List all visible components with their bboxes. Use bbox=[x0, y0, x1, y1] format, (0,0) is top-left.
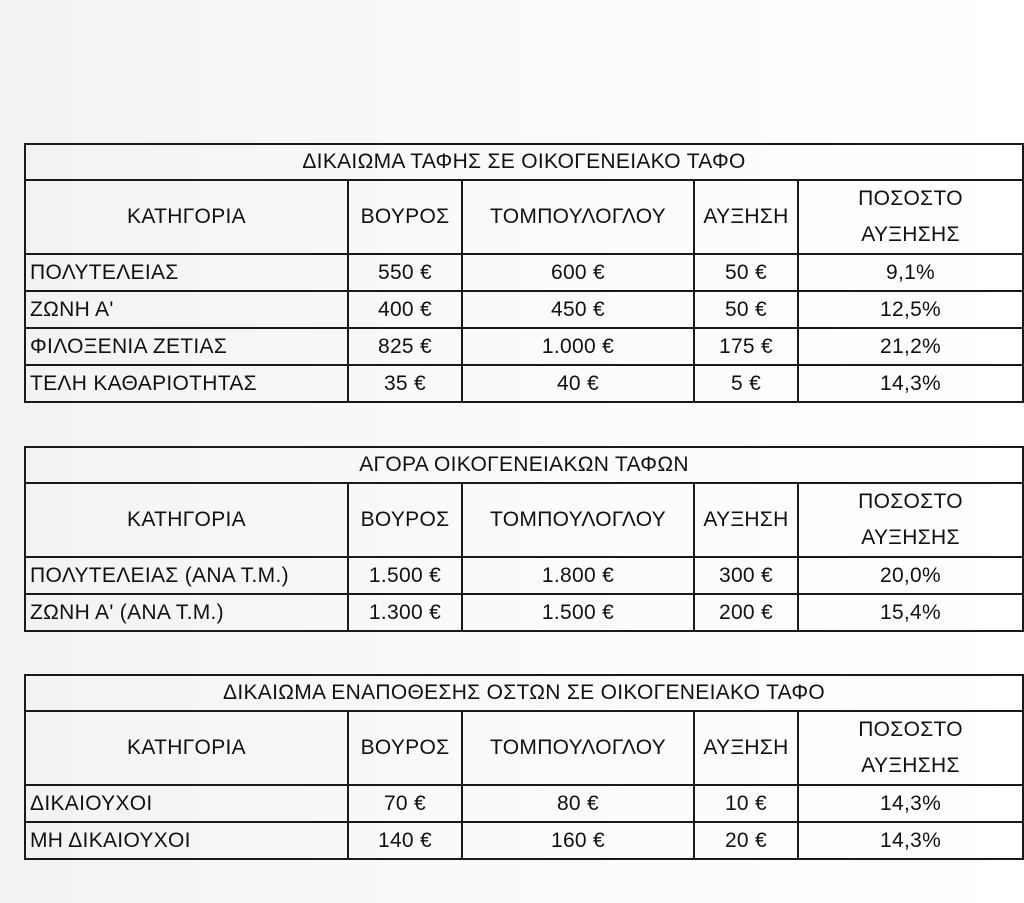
cell-increase: 20 € bbox=[694, 822, 798, 859]
cell-category: ΔΙΚΑΙΟΥΧΟΙ bbox=[25, 785, 348, 822]
header-percent bbox=[798, 483, 1023, 557]
cell-vouros: 1.500 € bbox=[348, 557, 462, 594]
table-header-row bbox=[25, 711, 1023, 785]
cell-tompouloglou: 160 € bbox=[462, 822, 694, 859]
burial-rights-table bbox=[24, 143, 1024, 403]
header-increase: ΑΥΞΗΣΗ bbox=[694, 180, 798, 254]
cell-category: ΠΟΛΥΤΕΛΕΙΑΣ bbox=[25, 254, 348, 291]
table-title: ΔΙΚΑΙΩΜΑ ΕΝΑΠΟΘΕΣΗΣ ΟΣΤΩΝ ΣΕ ΟΙΚΟΓΕΝΕΙΑΚΟ ΤΑΦΟ bbox=[25, 675, 1023, 711]
cell-category: ΤΕΛΗ ΚΑΘΑΡΙΟΤΗΤΑΣ bbox=[25, 365, 348, 402]
header-percent-line1: ΠΟΣΟΣΤΟ bbox=[858, 490, 963, 513]
header-increase: ΑΥΞΗΣΗ bbox=[694, 483, 798, 557]
table-title: ΑΓΟΡΑ ΟΙΚΟΓΕΝΕΙΑΚΩΝ ΤΑΦΩΝ bbox=[25, 447, 1023, 483]
header-percent-line2: ΑΥΞΗΣΗΣ bbox=[861, 526, 960, 549]
table-title-row bbox=[25, 675, 1023, 711]
cell-category: ΠΟΛΥΤΕΛΕΙΑΣ (ΑΝΑ Τ.Μ.) bbox=[25, 557, 348, 594]
cell-percent: 9,1% bbox=[798, 254, 1023, 291]
cell-percent: 14,3% bbox=[798, 785, 1023, 822]
header-category: ΚΑΤΗΓΟΡΙΑ bbox=[25, 483, 348, 557]
cell-tompouloglou: 1.000 € bbox=[462, 328, 694, 365]
header-category: ΚΑΤΗΓΟΡΙΑ bbox=[25, 711, 348, 785]
table-row bbox=[25, 557, 1023, 594]
header-increase: ΑΥΞΗΣΗ bbox=[694, 711, 798, 785]
header-tompouloglou: ΤΟΜΠΟΥΛΟΓΛΟΥ bbox=[462, 483, 694, 557]
cell-tompouloglou: 1.500 € bbox=[462, 594, 694, 631]
cell-increase: 10 € bbox=[694, 785, 798, 822]
table-row bbox=[25, 291, 1023, 328]
header-percent-line2: ΑΥΞΗΣΗΣ bbox=[861, 754, 960, 777]
cell-increase: 50 € bbox=[694, 291, 798, 328]
cell-percent: 20,0% bbox=[798, 557, 1023, 594]
table-row bbox=[25, 785, 1023, 822]
cell-tompouloglou: 450 € bbox=[462, 291, 694, 328]
table-header-row bbox=[25, 483, 1023, 557]
cell-category: ΦΙΛΟΞΕΝΙΑ ΖΕΤΙΑΣ bbox=[25, 328, 348, 365]
header-percent bbox=[798, 711, 1023, 785]
header-vouros: ΒΟΥΡΟΣ bbox=[348, 711, 462, 785]
cell-tompouloglou: 40 € bbox=[462, 365, 694, 402]
cell-vouros: 140 € bbox=[348, 822, 462, 859]
cell-percent: 15,4% bbox=[798, 594, 1023, 631]
header-vouros: ΒΟΥΡΟΣ bbox=[348, 483, 462, 557]
table-title-row bbox=[25, 447, 1023, 483]
cell-increase: 50 € bbox=[694, 254, 798, 291]
cell-percent: 12,5% bbox=[798, 291, 1023, 328]
cell-vouros: 70 € bbox=[348, 785, 462, 822]
cell-increase: 200 € bbox=[694, 594, 798, 631]
header-tompouloglou: ΤΟΜΠΟΥΛΟΓΛΟΥ bbox=[462, 711, 694, 785]
cell-tompouloglou: 600 € bbox=[462, 254, 694, 291]
cell-vouros: 400 € bbox=[348, 291, 462, 328]
header-percent-line1: ΠΟΣΟΣΤΟ bbox=[858, 718, 963, 741]
table-title: ΔΙΚΑΙΩΜΑ ΤΑΦΗΣ ΣΕ ΟΙΚΟΓΕΝΕΙΑΚΟ ΤΑΦΟ bbox=[25, 144, 1023, 180]
header-percent-line1: ΠΟΣΟΣΤΟ bbox=[858, 187, 963, 210]
table-row bbox=[25, 365, 1023, 402]
cell-vouros: 825 € bbox=[348, 328, 462, 365]
family-graves-purchase-table bbox=[24, 446, 1024, 632]
table-title-row bbox=[25, 144, 1023, 180]
cell-increase: 175 € bbox=[694, 328, 798, 365]
cell-category: ΖΩΝΗ Α' bbox=[25, 291, 348, 328]
table-row bbox=[25, 254, 1023, 291]
cell-percent: 14,3% bbox=[798, 822, 1023, 859]
header-percent-line2: ΑΥΞΗΣΗΣ bbox=[861, 223, 960, 246]
cell-vouros: 35 € bbox=[348, 365, 462, 402]
cell-tompouloglou: 80 € bbox=[462, 785, 694, 822]
cell-percent: 14,3% bbox=[798, 365, 1023, 402]
header-category: ΚΑΤΗΓΟΡΙΑ bbox=[25, 180, 348, 254]
cell-increase: 5 € bbox=[694, 365, 798, 402]
cell-category: ΜΗ ΔΙΚΑΙΟΥΧΟΙ bbox=[25, 822, 348, 859]
table-row bbox=[25, 594, 1023, 631]
cell-percent: 21,2% bbox=[798, 328, 1023, 365]
table-row bbox=[25, 328, 1023, 365]
table-header-row bbox=[25, 180, 1023, 254]
cell-category: ΖΩΝΗ Α' (ΑΝΑ Τ.Μ.) bbox=[25, 594, 348, 631]
header-percent bbox=[798, 180, 1023, 254]
bone-deposit-rights-table bbox=[24, 674, 1024, 860]
cell-vouros: 1.300 € bbox=[348, 594, 462, 631]
cell-tompouloglou: 1.800 € bbox=[462, 557, 694, 594]
cell-increase: 300 € bbox=[694, 557, 798, 594]
table-row bbox=[25, 822, 1023, 859]
cell-vouros: 550 € bbox=[348, 254, 462, 291]
header-vouros: ΒΟΥΡΟΣ bbox=[348, 180, 462, 254]
header-tompouloglou: ΤΟΜΠΟΥΛΟΓΛΟΥ bbox=[462, 180, 694, 254]
